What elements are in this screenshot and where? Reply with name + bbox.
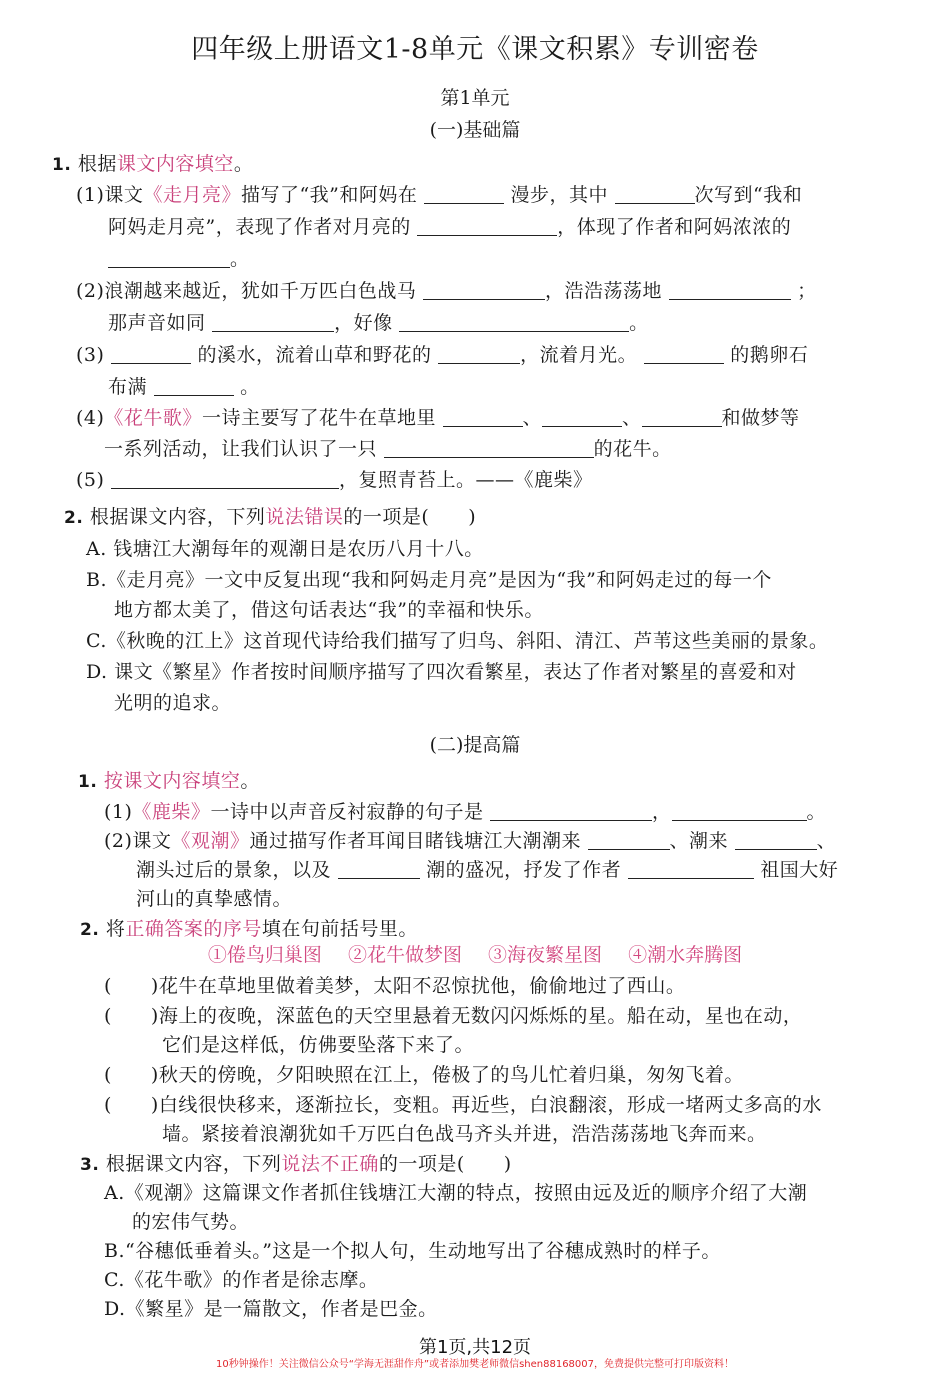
item-text: ，体现了作者和阿妈浓浓的 [557, 216, 792, 238]
item-text: 潮的盛况，抒发了作者 [426, 859, 622, 881]
item-label: (4) [76, 407, 105, 429]
item-text: 课文 [132, 830, 172, 852]
option-a[interactable]: A. 钱塘江大潮每年的观潮日是农历八月十八。 [86, 538, 484, 560]
page-number: 第1页,共12页 [418, 1337, 532, 1358]
fill-blank[interactable] [628, 858, 754, 879]
fill-blank[interactable] [111, 468, 339, 489]
item-label: (1) [104, 801, 133, 823]
fill-blank[interactable] [384, 437, 594, 458]
item-5-line-1 [76, 468, 592, 492]
fill-blank[interactable] [338, 858, 420, 879]
option-b[interactable]: B.“谷穗低垂着头。”这是一个拟人句，生动地写出了谷穗成熟时的样子。 [104, 1240, 721, 1262]
question-highlight: 说法错误 [265, 506, 344, 528]
fill-blank[interactable] [423, 279, 545, 300]
item-text: 那声音如同 [108, 312, 206, 334]
option-b-continued: 地方都太美了，借这句话表达“我”的幸福和快乐。 [114, 599, 544, 621]
item-text: ， [652, 801, 672, 823]
choice-3: ③海夜繁星图 [488, 944, 603, 966]
question-3-heading [80, 1152, 512, 1177]
choice-1: ①倦鸟归巢图 [207, 944, 322, 966]
question-highlight: 按课文内容填空 [103, 770, 241, 792]
option-d[interactable]: D. 课文《繁星》作者按时间顺序描写了四次看繁星，表达了作者对繁星的喜爱和对 [86, 661, 797, 683]
match-row-2[interactable]: ( )海上的夜晚，深蓝色的天空里悬着无数闪闪烁烁的星。船在动，星也在动， [104, 1005, 803, 1027]
item-text: 。 [240, 376, 260, 398]
item-text: 布满 [108, 376, 148, 398]
fill-blank[interactable] [111, 343, 191, 364]
item-text: 漫步，其中 [510, 184, 608, 206]
item-4-line-2 [104, 437, 672, 461]
match-row-3[interactable]: ( )秋天的傍晚，夕阳映照在江上，倦极了的鸟儿忙着归巢，匆匆飞着。 [104, 1064, 744, 1086]
fill-blank[interactable] [642, 406, 722, 427]
fill-blank[interactable] [154, 375, 234, 396]
item-text: 课文 [104, 184, 144, 206]
question-text: 根据课文内容，下列 [89, 506, 266, 528]
item-text: 通过描写作者耳闻目睹钱塘江大潮潮来 [249, 830, 581, 852]
item-text: ，流着月光。 [520, 344, 638, 366]
question-number: 1. [52, 155, 72, 175]
question-text: 。 [240, 770, 260, 792]
item-text: ，浩浩荡荡地 [544, 280, 662, 302]
item-text: 阿妈走月亮”，表现了作者对月亮的 [108, 216, 411, 238]
item-text: 潮头过后的景象，以及 [136, 859, 332, 881]
question-text: 根据课文内容，下列 [105, 1153, 282, 1175]
section-heading-advanced: (二)提高篇 [429, 734, 521, 756]
item-text: 的溪水，流着山草和野花的 [197, 344, 432, 366]
item-text: ，复照青苔上。——《鹿柴》 [338, 469, 593, 491]
choice-2: ②花牛做梦图 [347, 944, 462, 966]
item-label: (2) [104, 830, 133, 852]
match-row-2-continued: 它们是这样低，仿佛要坠落下来了。 [162, 1034, 475, 1056]
text-title-highlight: 《走月亮》 [143, 184, 241, 206]
question-text: 填在句前括号里。 [261, 918, 418, 940]
fill-blank[interactable] [438, 343, 520, 364]
option-d[interactable]: D.《繁星》是一篇散文，作者是巴金。 [104, 1298, 438, 1320]
option-a[interactable]: A.《观潮》这篇课文作者抓住钱塘江大潮的特点，按照由远及近的顺序介绍了大潮 [104, 1182, 808, 1204]
text-title-highlight: 《鹿柴》 [132, 801, 211, 823]
answer-choices [0, 942, 950, 968]
question-text: 的一项是( ) [343, 506, 477, 528]
item-text: 一诗中以声音反衬寂静的句子是 [210, 801, 484, 823]
question-1-heading [78, 769, 260, 794]
item-text: 。 [230, 248, 250, 270]
item-text: ； [797, 280, 817, 302]
item-label: (3) [76, 344, 105, 366]
fill-blank[interactable] [542, 406, 622, 427]
fill-blank[interactable] [615, 183, 695, 204]
fill-blank[interactable] [672, 800, 807, 821]
option-a-continued: 的宏伟气势。 [132, 1211, 250, 1233]
question-number: 2. [80, 920, 100, 940]
question-1-heading [52, 152, 253, 177]
item-text: 的花牛。 [593, 438, 672, 460]
question-text: 。 [233, 153, 254, 175]
fill-blank[interactable] [399, 311, 629, 332]
item-label: (2) [76, 280, 105, 302]
fill-blank[interactable] [212, 311, 334, 332]
item-label: (5) [76, 469, 105, 491]
question-number: 1. [78, 772, 98, 792]
item-text: 。 [629, 312, 649, 334]
item-2-line-3: 河山的真挚感情。 [136, 888, 293, 910]
section-heading-basic: (一)基础篇 [429, 119, 521, 141]
option-c[interactable]: C.《花牛歌》的作者是徐志摩。 [104, 1269, 379, 1291]
item-label: (1) [76, 184, 105, 206]
option-b[interactable]: B.《走月亮》一文中反复出现“我和阿妈走月亮”是因为“我”和阿妈走过的每一个 [86, 569, 772, 591]
footer-note: 10秒钟操作！关注微信公众号“学海无涯甜作舟”或者添加樊老师微信shen88168007，免费提供完整可打印版资料！ [215, 1359, 735, 1370]
fill-blank[interactable] [735, 829, 817, 850]
item-1-line-3 [108, 247, 250, 271]
item-text: 描写了“我”和阿妈在 [240, 184, 418, 206]
question-text: 将 [105, 918, 126, 940]
item-text: 的鹅卵石 [730, 344, 809, 366]
item-text: 、 [622, 407, 642, 429]
text-title-highlight: 《花牛歌》 [104, 407, 202, 429]
item-text: 和做梦等 [721, 407, 800, 429]
question-number: 3. [80, 1155, 100, 1175]
question-text: 根据 [77, 153, 117, 175]
item-text: 浪潮越来越近，犹如千万匹白色战马 [104, 280, 417, 302]
question-2-heading [64, 505, 476, 530]
question-highlight: 说法不正确 [281, 1153, 379, 1175]
item-text: 次写到“我和 [694, 184, 803, 206]
choice-4: ④潮水奔腾图 [628, 944, 743, 966]
match-row-1[interactable]: ( )花牛在草地里做着美梦，太阳不忍惊扰他，偷偷地过了西山。 [104, 975, 686, 997]
item-2-line-2 [136, 858, 838, 882]
item-1-line-2 [108, 215, 791, 239]
match-row-4-continued: 墙。紧接着浪潮犹如千万匹白色战马齐头并进，浩浩荡荡地飞奔而来。 [162, 1123, 767, 1145]
fill-blank[interactable] [417, 215, 557, 236]
question-highlight: 正确答案的序号 [125, 918, 262, 940]
question-number: 2. [64, 508, 84, 528]
question-2-heading [80, 917, 418, 942]
question-text: 的一项是( ) [378, 1153, 512, 1175]
item-2-line-2 [108, 311, 649, 335]
item-text: 、潮来 [669, 830, 729, 852]
item-1-line-1 [76, 183, 802, 207]
option-d-continued: 光明的追求。 [114, 692, 232, 714]
fill-blank[interactable] [490, 800, 652, 821]
item-text: 一系列活动，让我们认识了一只 [104, 438, 378, 460]
item-2-line-1 [104, 829, 836, 853]
item-text: 祖国大好 [760, 859, 839, 881]
item-1-line-1 [104, 800, 826, 824]
item-text: 、 [522, 407, 543, 429]
item-text: 。 [806, 801, 827, 823]
item-3-line-2 [108, 375, 260, 399]
fill-blank[interactable] [108, 247, 230, 268]
item-4-line-1 [76, 406, 800, 430]
text-title-highlight: 《观潮》 [171, 830, 250, 852]
item-text: 、 [816, 830, 837, 852]
fill-blank[interactable] [424, 183, 504, 204]
fill-blank[interactable] [588, 829, 670, 850]
page-title: 四年级上册语文1-8单元《课文积累》专训密卷 [191, 34, 759, 65]
fill-blank[interactable] [669, 279, 791, 300]
item-text: 一诗主要写了花牛在草地里 [201, 407, 436, 429]
fill-blank[interactable] [644, 343, 724, 364]
fill-blank[interactable] [443, 406, 523, 427]
item-3-line-1 [76, 343, 808, 367]
option-c[interactable]: C.《秋晚的江上》这首现代诗给我们描写了归鸟、斜阳、清江、芦苇这些美丽的景象。 [86, 630, 829, 652]
item-2-line-1 [76, 279, 817, 303]
unit-heading: 第1单元 [440, 87, 510, 109]
question-highlight: 课文内容填空 [116, 153, 234, 175]
item-text: ，好像 [334, 312, 393, 334]
match-row-4[interactable]: ( )白线很快移来，逐渐拉长，变粗。再近些，白浪翻滚，形成一堵两丈多高的水 [104, 1094, 822, 1116]
